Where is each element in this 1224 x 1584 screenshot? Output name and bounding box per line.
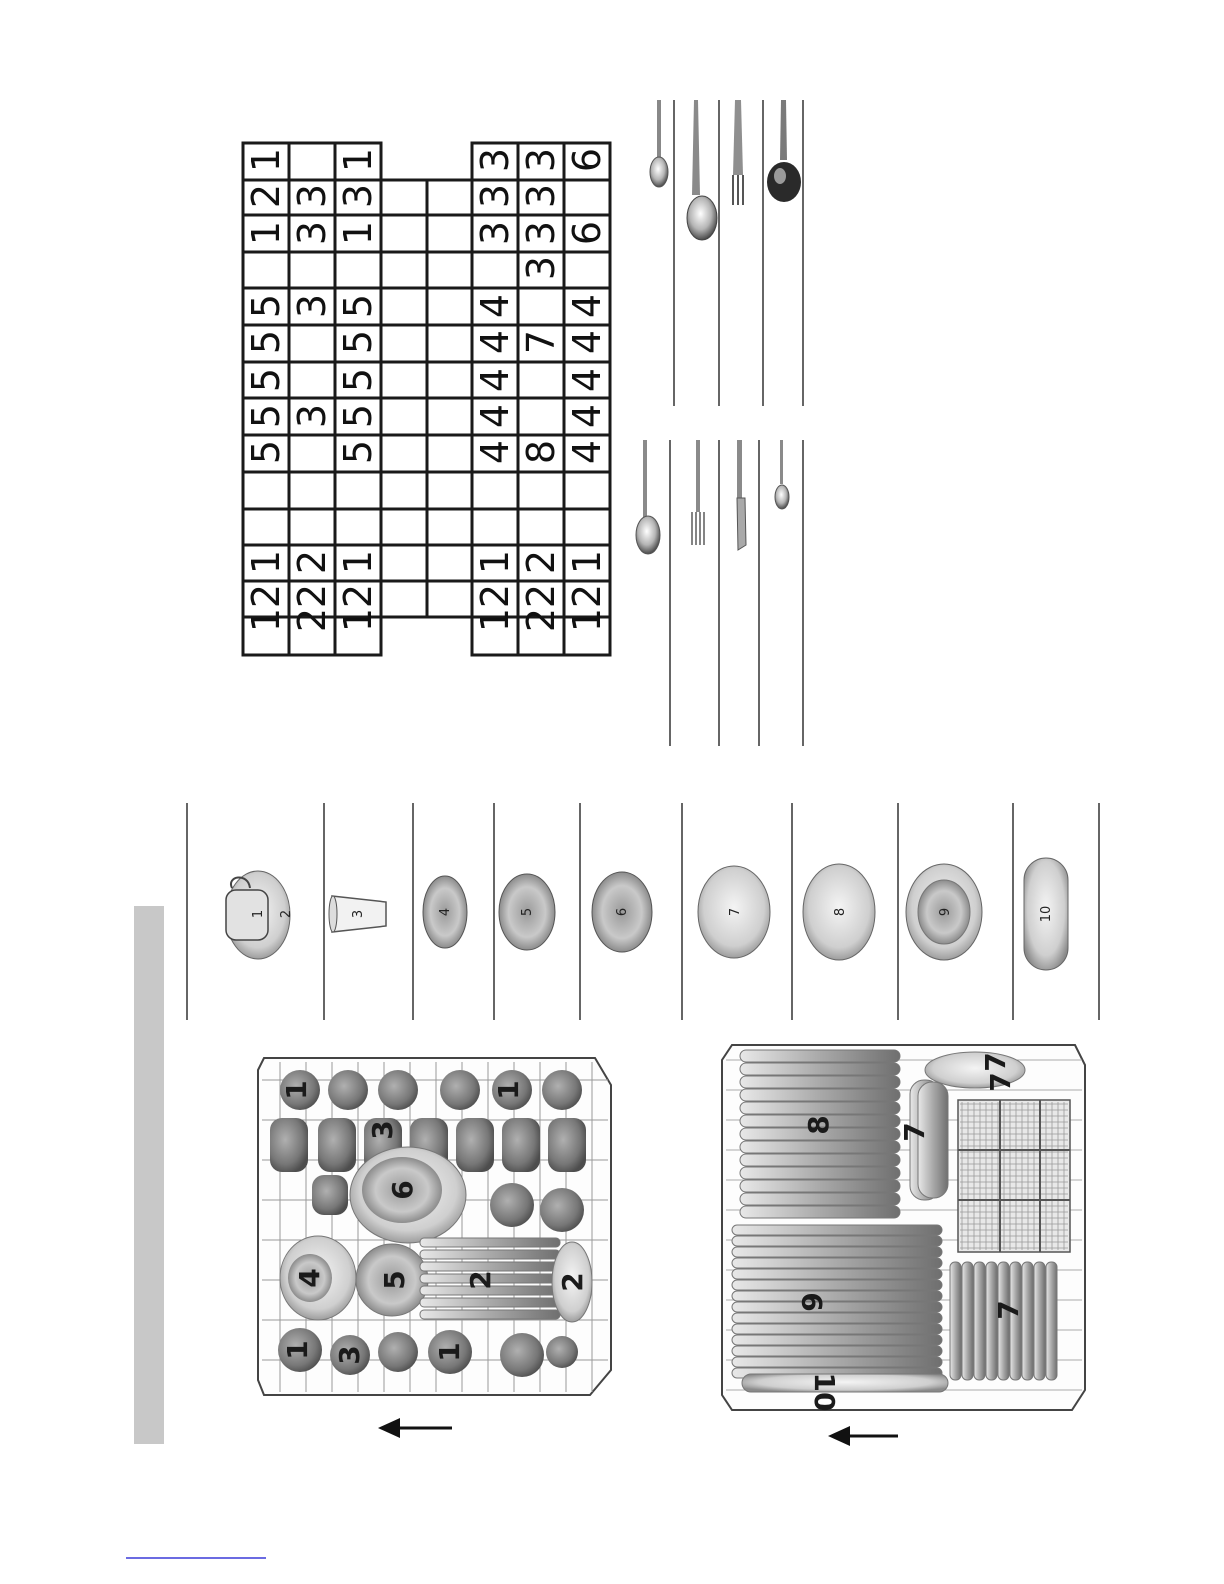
fork-icon xyxy=(692,440,704,545)
basket-cell-number: 8 xyxy=(519,439,563,465)
basket-cell-number: 3 xyxy=(290,220,334,246)
teaspoon-icon xyxy=(636,440,660,554)
basket-cell-number: 2 xyxy=(244,183,288,209)
basket-cell-number: 1 xyxy=(336,607,380,633)
lower-rack-plates-9 xyxy=(732,1225,942,1378)
basket-cell-number: 1 xyxy=(336,147,380,173)
upper-label-cup-1b: 1 xyxy=(281,1340,314,1360)
dish-label-2: 2 xyxy=(279,909,294,919)
basket-cell-number: 4 xyxy=(473,367,517,393)
basket-cell-number: 1 xyxy=(565,607,609,633)
basket-cell-number: 3 xyxy=(519,183,563,209)
sidebar-bar xyxy=(134,906,164,1444)
basket-cell-number: 1 xyxy=(473,607,517,633)
cutlery-basket-grid xyxy=(243,143,610,655)
lower-label-plates-7d: 7 xyxy=(984,1072,1017,1092)
basket-cell-number: 5 xyxy=(244,367,288,393)
basket-cell-number: 2 xyxy=(290,549,334,575)
basket-cell-number: 2 xyxy=(290,583,334,609)
arrow-left-icon xyxy=(828,1426,898,1446)
basket-cell-number: 2 xyxy=(290,607,334,633)
basket-cell-number: 3 xyxy=(290,403,334,429)
dish-label-7: 7 xyxy=(728,907,743,917)
upper-label-saucers-2: 2 xyxy=(464,1270,497,1290)
basket-cell-number: 5 xyxy=(336,329,380,355)
lower-rack xyxy=(722,1045,1085,1411)
lower-label-plates-7b: 7 xyxy=(898,1122,931,1142)
basket-cell-number: 3 xyxy=(473,183,517,209)
upper-label-glass-3: 3 xyxy=(366,1120,399,1140)
basket-cell-number: 1 xyxy=(244,147,288,173)
basket-cell-number: 4 xyxy=(473,293,517,319)
basket-cell-number: 1 xyxy=(244,220,288,246)
dessert-plate-icon xyxy=(698,866,770,958)
basket-cell-number: 7 xyxy=(519,329,563,355)
basket-cell-number: 4 xyxy=(565,367,609,393)
cutlery-icons xyxy=(636,100,803,746)
dish-label-9: 9 xyxy=(938,907,953,917)
basket-cell-number: 5 xyxy=(244,439,288,465)
basket-cell-number: 4 xyxy=(473,439,517,465)
basket-cell-number: 2 xyxy=(519,549,563,575)
upper-label-cup-1: 1 xyxy=(280,1080,313,1100)
basket-cell-number: 5 xyxy=(336,367,380,393)
basket-cell-number: 3 xyxy=(473,147,517,173)
basket-cell-number: 3 xyxy=(519,147,563,173)
lower-label-plates-7c: 7 xyxy=(979,1052,1012,1072)
serving-spoon-icon xyxy=(687,100,717,240)
dish-label-8: 8 xyxy=(833,907,848,917)
dish-label-3: 3 xyxy=(351,909,366,919)
dish-label-6: 6 xyxy=(615,907,630,917)
basket-cell-number: 4 xyxy=(473,329,517,355)
small-bowl-icon xyxy=(423,876,467,948)
upper-label-saucer-2b: 2 xyxy=(556,1272,589,1292)
basket-cell-number: 4 xyxy=(565,403,609,429)
ladle-icon xyxy=(767,100,801,202)
upper-rack xyxy=(258,1058,611,1395)
basket-cell-number: 1 xyxy=(336,220,380,246)
basket-cell-number: 4 xyxy=(565,329,609,355)
dish-label-5: 5 xyxy=(520,907,535,917)
basket-cell-number: 3 xyxy=(473,220,517,246)
basket-cell-number: 1 xyxy=(244,549,288,575)
arrow-left-icon xyxy=(378,1418,452,1438)
lower-label-plates-7: 7 xyxy=(992,1300,1025,1320)
basket-cell-number: 2 xyxy=(565,583,609,609)
basket-cell-number: 1 xyxy=(565,549,609,575)
dinner-plate-icon xyxy=(803,864,875,960)
basket-cell-number: 2 xyxy=(473,583,517,609)
upper-label-cup-1c: 1 xyxy=(433,1342,466,1362)
basket-cell-number: 6 xyxy=(565,220,609,246)
basket-cell-number: 5 xyxy=(244,403,288,429)
basket-cell-number: 3 xyxy=(290,183,334,209)
basket-cell-number: 5 xyxy=(244,293,288,319)
basket-cell-number: 5 xyxy=(336,439,380,465)
lower-rack-cutlery-basket xyxy=(958,1100,1070,1252)
lower-rack-plates-7 xyxy=(950,1262,1057,1380)
basket-cell-number: 1 xyxy=(473,549,517,575)
basket-cell-number: 1 xyxy=(336,549,380,575)
basket-cell-number: 2 xyxy=(244,583,288,609)
upper-label-glass-3b: 3 xyxy=(333,1345,366,1365)
glass-icon xyxy=(329,896,386,932)
dish-label-1: 1 xyxy=(251,909,266,919)
basket-cell-number: 5 xyxy=(244,329,288,355)
basket-cell-number: 3 xyxy=(336,183,380,209)
basket-cell-number: 3 xyxy=(519,220,563,246)
basket-cell-number: 2 xyxy=(336,583,380,609)
basket-cell-number: 5 xyxy=(336,293,380,319)
basket-cell-number: 4 xyxy=(565,293,609,319)
soup-spoon-icon xyxy=(650,100,668,187)
large-bowl-icon xyxy=(592,872,652,952)
basket-cell-number: 1 xyxy=(244,607,288,633)
upper-label-bowl-5: 5 xyxy=(378,1270,411,1290)
upper-label-bowl-4: 4 xyxy=(293,1268,326,1288)
basket-cell-number: 4 xyxy=(565,439,609,465)
lower-label-platter-10: 10 xyxy=(808,1372,841,1412)
upper-label-cup-1d: 1 xyxy=(492,1080,525,1100)
dish-label-4: 4 xyxy=(438,907,453,917)
basket-cell-number: 4 xyxy=(473,403,517,429)
basket-cell-number: 2 xyxy=(519,583,563,609)
oval-platter-icon xyxy=(1024,858,1068,970)
upper-label-bowl-6: 6 xyxy=(386,1180,419,1200)
serving-fork-icon xyxy=(733,100,743,205)
dish-legend xyxy=(187,803,1099,1020)
basket-cell-number: 5 xyxy=(336,403,380,429)
lower-rack-plates-8 xyxy=(740,1050,900,1218)
basket-cell-number: 6 xyxy=(565,147,609,173)
basket-cell-number: 2 xyxy=(519,607,563,633)
medium-bowl-icon xyxy=(499,874,555,950)
lower-label-plates-8: 8 xyxy=(802,1115,835,1135)
small-spoon-icon xyxy=(775,440,789,509)
basket-cell-number: 3 xyxy=(290,293,334,319)
lower-label-plates-9: 9 xyxy=(796,1292,829,1312)
knife-icon xyxy=(737,440,746,550)
basket-cell-number: 3 xyxy=(519,255,563,281)
dish-label-10: 10 xyxy=(1039,905,1054,923)
cup-and-saucer-icon xyxy=(226,871,294,959)
soup-plate-icon xyxy=(906,864,982,960)
